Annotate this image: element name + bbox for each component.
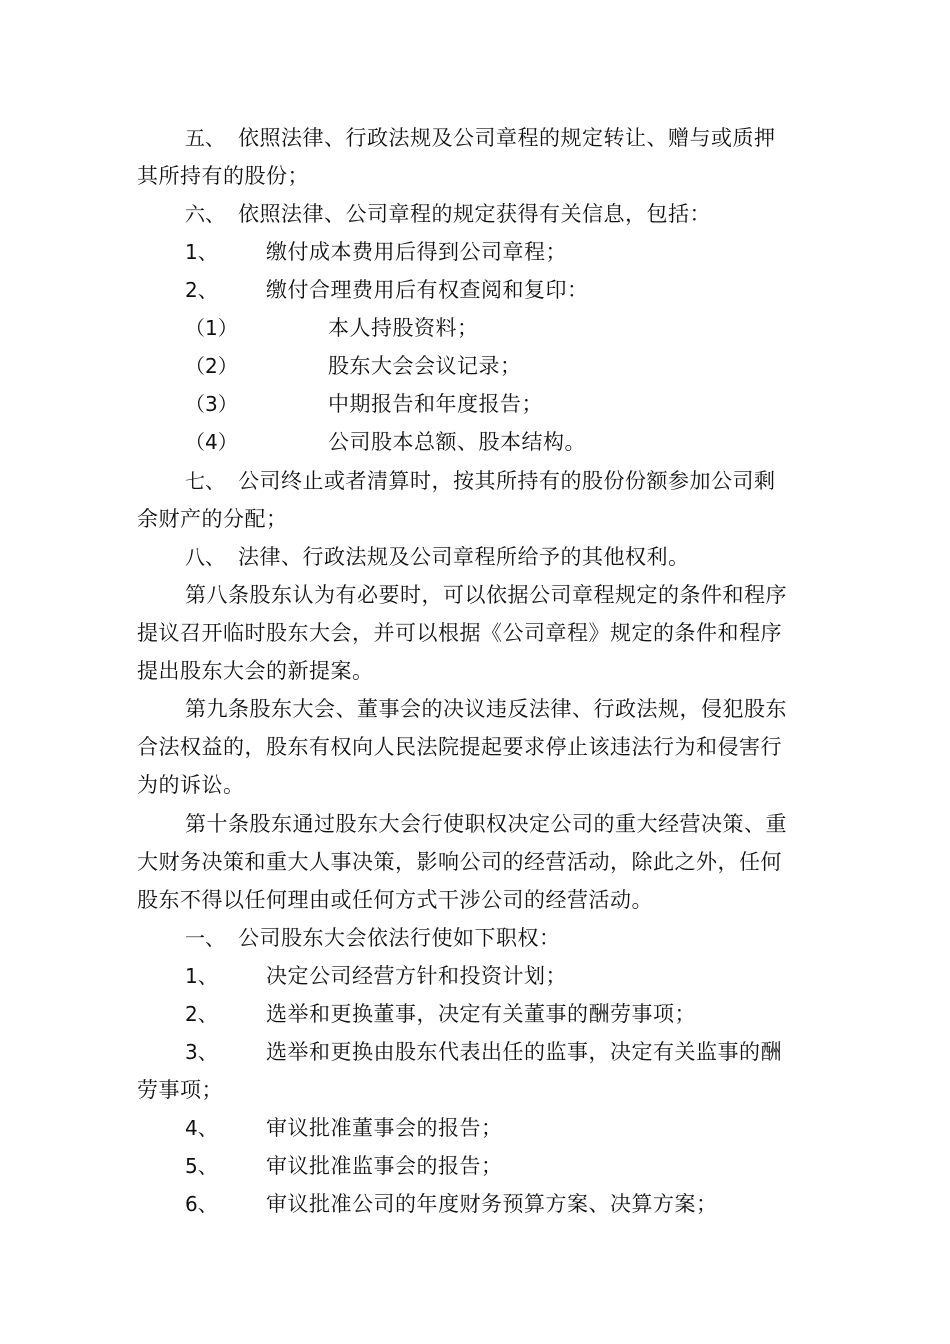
paragraph-line: 股东大会会议记录； <box>328 354 522 378</box>
paragraph-line: 选举和更换董事，决定有关董事的酬劳事项； <box>266 1002 696 1026</box>
paragraph-line: 劳事项； <box>137 1078 223 1102</box>
item-number: 2、 <box>185 278 218 302</box>
item-number: 1、 <box>185 240 218 264</box>
paragraph-line: 决定公司经营方针和投资计划； <box>266 964 567 988</box>
item-number: 3、 <box>185 1040 218 1064</box>
item-number: 1、 <box>185 964 218 988</box>
article-9-line: 合法权益的，股东有权向人民法院提起要求停止该违法行为和侵害行 <box>137 735 782 759</box>
paragraph-line: 缴付合理费用后有权查阅和复印： <box>266 278 589 302</box>
paragraph-line: 余财产的分配； <box>137 507 288 531</box>
article-10-line: 股东不得以任何理由或任何方式干涉公司的经营活动。 <box>137 888 653 912</box>
item-number: （2） <box>185 354 238 378</box>
paragraph-line: 公司股本总额、股本结构。 <box>328 430 586 454</box>
item-number: （3） <box>185 392 238 416</box>
item-number: 七、 <box>185 469 225 493</box>
paragraph-line: 缴付成本费用后得到公司章程； <box>266 240 567 264</box>
paragraph-line: 审议批准监事会的报告； <box>266 1154 503 1178</box>
paragraph-line: 本人持股资料； <box>328 316 479 340</box>
item-number: 4、 <box>185 1116 218 1140</box>
article-8-line: 第八条股东认为有必要时，可以依据公司章程规定的条件和程序 <box>185 583 787 607</box>
paragraph-line: 中期报告和年度报告； <box>328 392 543 416</box>
paragraph-line: 审议批准公司的年度财务预算方案、决算方案； <box>266 1192 718 1216</box>
paragraph-line: 选举和更换由股东代表出任的监事，决定有关监事的酬 <box>266 1040 782 1064</box>
item-number: 一、 <box>185 926 225 950</box>
article-10-line: 第十条股东通过股东大会行使职权决定公司的重大经营决策、重 <box>185 812 787 836</box>
item-number: 五、 <box>185 126 225 150</box>
article-9-line: 第九条股东大会、董事会的决议违反法律、行政法规，侵犯股东 <box>185 697 787 721</box>
paragraph-line: 依照法律、公司章程的规定获得有关信息，包括： <box>238 202 711 226</box>
paragraph-line: 公司终止或者清算时，按其所持有的股份份额参加公司剩 <box>238 469 776 493</box>
item-number: 六、 <box>185 202 225 226</box>
paragraph-line: 公司股东大会依法行使如下职权： <box>238 926 561 950</box>
article-10-line: 大财务决策和重大人事决策，影响公司的经营活动，除此之外，任何 <box>137 850 782 874</box>
item-number: 2、 <box>185 1002 218 1026</box>
item-number: （1） <box>185 316 238 340</box>
article-9-line: 为的诉讼。 <box>137 773 245 797</box>
item-number: 5、 <box>185 1154 218 1178</box>
paragraph-line: 其所持有的股份； <box>137 164 309 188</box>
item-number: 6、 <box>185 1192 218 1216</box>
item-number: 八、 <box>185 545 225 569</box>
paragraph-line: 依照法律、行政法规及公司章程的规定转让、赠与或质押 <box>238 126 776 150</box>
paragraph-line: 审议批准董事会的报告； <box>266 1116 503 1140</box>
article-8-line: 提议召开临时股东大会，并可以根据《公司章程》规定的条件和程序 <box>137 621 782 645</box>
paragraph-line: 法律、行政法规及公司章程所给予的其他权利。 <box>238 545 690 569</box>
article-8-line: 提出股东大会的新提案。 <box>137 659 374 683</box>
item-number: （4） <box>185 430 238 454</box>
